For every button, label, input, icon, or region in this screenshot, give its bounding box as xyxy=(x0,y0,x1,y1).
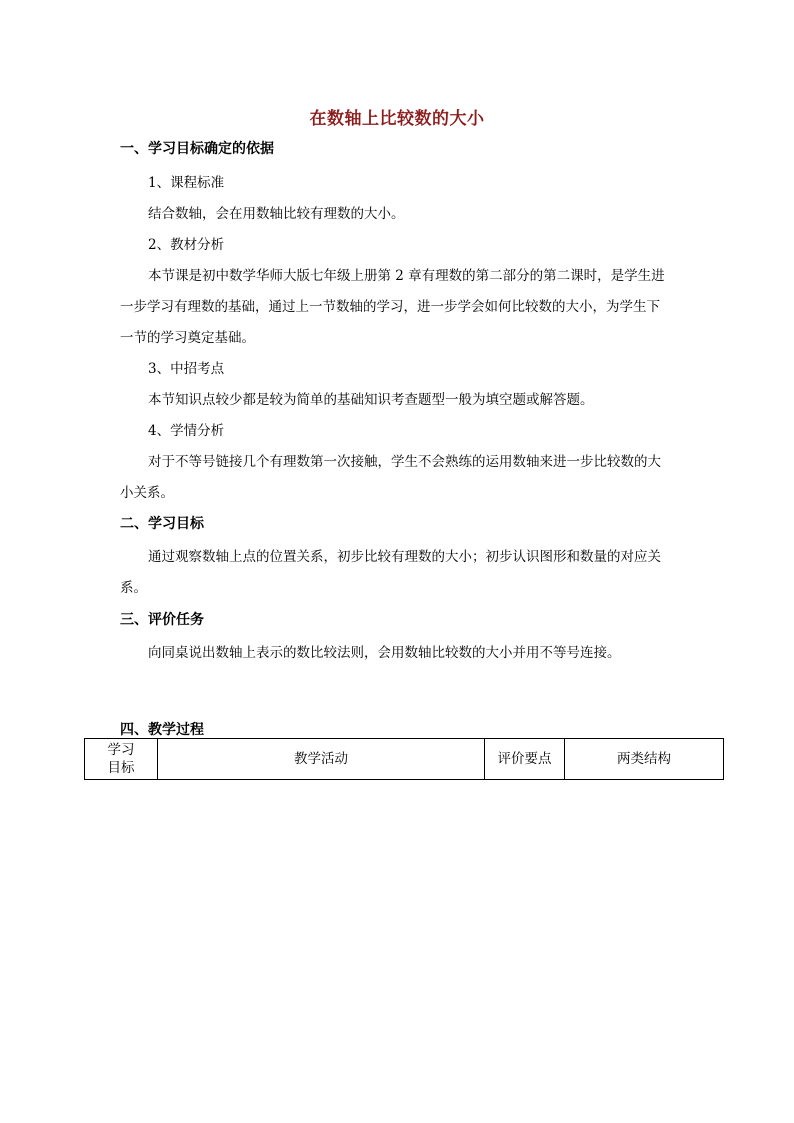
document-title: 在数轴上比较数的大小 xyxy=(309,109,485,129)
subsection-3-label: 3、中招考点 xyxy=(148,361,225,377)
subsection-1-label: 1、课程标准 xyxy=(148,175,225,191)
table-header-row xyxy=(85,739,724,780)
header-cell-learning-goal-line1: 学习 xyxy=(107,742,135,758)
paragraph-line: 对于不等号链接几个有理数第一次接触，学生不会熟练的运用数轴来进一步比较数的大 xyxy=(148,454,661,470)
paragraph-line: 系。 xyxy=(120,580,147,596)
section-3-heading: 三、评价任务 xyxy=(120,612,204,628)
subsection-4-label: 4、学情分析 xyxy=(148,423,225,439)
section-1-heading: 一、学习目标确定的依据 xyxy=(120,141,274,157)
header-cell-teaching-activity: 教学活动 xyxy=(158,739,485,780)
paragraph-line: 一步学习有理数的基础，通过上一节数轴的学习，进一步学会如何比较数的大小，为学生下 xyxy=(120,299,660,315)
section-2-heading: 二、学习目标 xyxy=(120,516,204,532)
header-cell-evaluation-points: 评价要点 xyxy=(485,739,565,780)
section-4-heading: 四、教学过程 xyxy=(120,722,204,738)
subsection-2-label: 2、教材分析 xyxy=(148,237,225,253)
paragraph-line: 小关系。 xyxy=(120,485,174,501)
header-cell-learning-goal xyxy=(85,739,158,780)
header-cell-learning-goal-line2: 目标 xyxy=(107,760,135,776)
paragraph-line: 一节的学习奠定基础。 xyxy=(120,330,255,346)
paragraph-line: 本节课是初中数学华师大版七年级上册第 2 章有理数的第二部分的第二课时，是学生进 xyxy=(148,268,665,284)
paragraph-line: 通过观察数轴上点的位置关系，初步比较有理数的大小；初步认识图形和数量的对应关 xyxy=(148,549,661,565)
paragraph-line: 向同桌说出数轴上表示的数比较法则，会用数轴比较数的大小并用不等号连接。 xyxy=(148,645,621,661)
paragraph-line: 结合数轴，会在用数轴比较有理数的大小。 xyxy=(148,206,405,222)
header-cell-two-structures: 两类结构 xyxy=(565,739,724,780)
teaching-process-table xyxy=(84,738,724,780)
paragraph-line: 本节知识点较少都是较为简单的基础知识考查题型一般为填空题或解答题。 xyxy=(148,392,594,408)
